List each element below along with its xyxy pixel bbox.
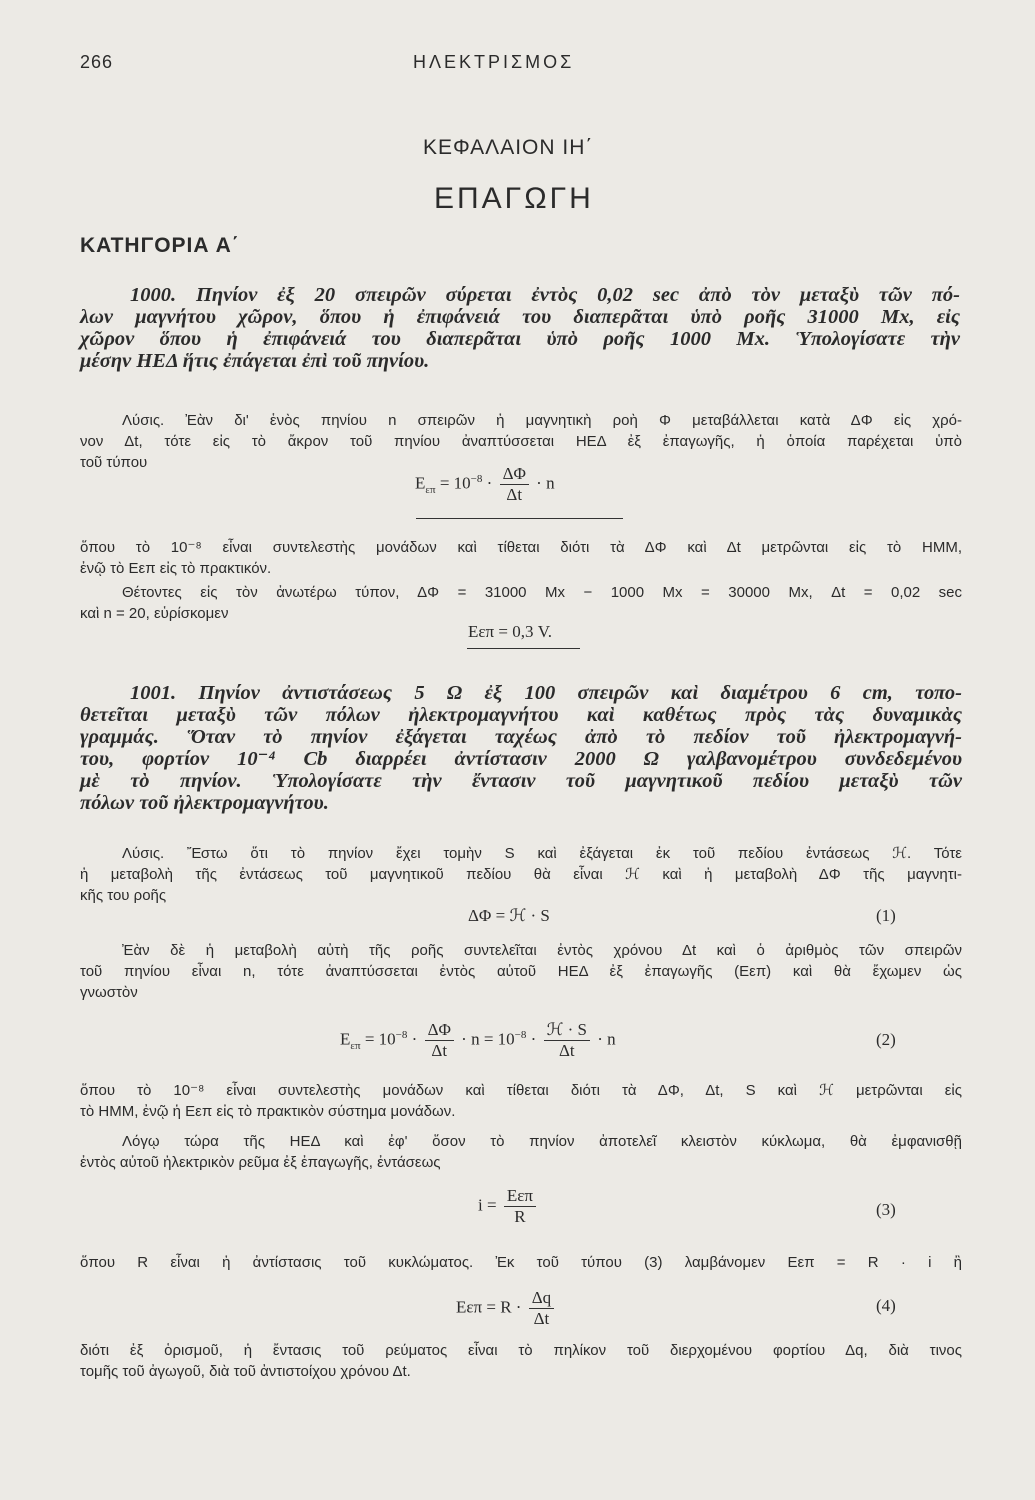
denominator: Δt: [506, 485, 523, 504]
equation-2-number: (2): [876, 1030, 896, 1049]
text-line: τοῦ πηνίου εἶναι n, τότε ἀναπτύσσεται ἐντὸς αὐτοῦ ΗΕΔ ἐξ ἐπαγωγῆς (Eεπ) καὶ θὰ ἔχωμεν ὡς: [80, 963, 962, 980]
text-line: ὅπου τὸ 10⁻⁸ εἶναι συντελεστὴς μονάδων καὶ τίθεται διότι τὰ ΔΦ καὶ Δt μετρῶνται εἰς τὸ ΗΜΜ,: [80, 539, 962, 556]
equation-4-number: (4): [876, 1296, 896, 1315]
text-line: τοῦ τύπου: [80, 454, 148, 471]
text-line: γνωστὸν: [80, 984, 138, 1001]
equation-3: [478, 1186, 539, 1227]
eq-lhs: Eεπ = R ·: [456, 1297, 522, 1317]
eq-part: · n = 10: [461, 1029, 515, 1049]
result-1000: Eεπ = 0,3 V.: [468, 622, 553, 641]
chapter-title: ΕΠΑΓΩΓΗ: [434, 182, 594, 215]
text-line: ἐνῷ τὸ Eεπ εἰς τὸ πρακτικόν.: [80, 560, 272, 577]
equation-underline: [416, 518, 623, 519]
problem-line: θετεῖται μεταξὺ τῶν πόλων ἠλεκτρομαγνήτου καὶ καθέτως πρὸς τὰς δυναμικὰς: [80, 704, 962, 726]
numerator: Δq: [529, 1288, 554, 1309]
equation-4: [456, 1288, 557, 1329]
problem-line: χῶρον ὅπου ἡ ἐπιφάνειά του διαπερᾶται ὑπὸ ροῆς 1000 Mx. Ὑπολογίσατε τὴν: [80, 328, 960, 350]
category-heading: ΚΑΤΗΓΟΡΙΑ Α΄: [80, 234, 240, 257]
equation-3-number: (3): [876, 1200, 896, 1219]
fraction: [425, 1020, 454, 1061]
problem-line: 1001. Πηνίον ἀντιστάσεως 5 Ω ἐξ 100 σπειρῶν καὶ διαμέτρου 6 cm, τοπο-: [130, 682, 962, 704]
denominator: Δt: [533, 1309, 550, 1328]
text-line: Λόγῳ τώρα τῆς ΗΕΔ καὶ ἐφ' ὅσον τὸ πηνίον ἀποτελεῖ κλειστὸν κύκλωμα, θὰ ἐμφανισθῇ: [122, 1133, 962, 1150]
eq-exp: −8: [395, 1028, 408, 1041]
problem-line: του, φορτίον 10⁻⁴ Cb διαρρέει ἀντίστασιν 2000 Ω γαλβανομέτρου συνδεδεμένου: [80, 748, 962, 770]
note-1001: [80, 1080, 962, 1122]
problem-1000-statement: [80, 284, 960, 372]
text-line: Ἐὰν δὲ ἡ μεταβολὴ αὐτὴ τῆς ροῆς συντελεῖται ἐντὸς χρόνου Δt καὶ ὁ ἀριθμὸς τῶν σπειρῶν: [122, 942, 962, 959]
result-underline: [467, 648, 580, 649]
problem-line: μὲ τὸ πηνίον. Ὑπολογίσατε τὴν ἔντασιν τοῦ μαγνητικοῦ πεδίου μεταξὺ τῶν: [80, 770, 962, 792]
text-line: κῆς του ροῆς: [80, 887, 167, 904]
problem-line: λων μαγνήτου χῶρον, ὅπου ἡ ἐπιφάνειά του διαπερᾶται ὑπὸ ροῆς 31000 Mx, εἰς: [80, 306, 960, 328]
page-number: 266: [80, 52, 114, 72]
equation-1: ΔΦ = ℋ · S: [468, 906, 550, 925]
eq-sub: επ: [425, 483, 436, 496]
eq-lhs: i =: [478, 1195, 497, 1215]
text-line: τὸ ΗΜΜ, ἐνῷ ἡ Eεπ εἰς τὸ πρακτικὸν σύστημα μονάδων.: [80, 1103, 456, 1120]
fraction: [504, 1186, 536, 1227]
equation-1-number: (1): [876, 906, 896, 925]
denominator: Δt: [431, 1041, 448, 1060]
text-line: ἐντὸς αὐτοῦ ἠλεκτρικὸν ρεῦμα ἐξ ἐπαγωγῆς, ἐντάσεως: [80, 1154, 441, 1171]
eq-lhs: E: [415, 473, 426, 493]
eq-lhs: E: [340, 1029, 351, 1049]
numerator: ℋ · S: [544, 1020, 590, 1041]
eq-tail: · n: [536, 473, 555, 493]
eq-eq: = 10: [439, 473, 471, 493]
text-block-3: [80, 1131, 962, 1173]
fraction: [544, 1020, 590, 1061]
eq-part: = 10: [364, 1029, 396, 1049]
substitution-1000: [80, 582, 962, 624]
text-line: τομῆς τοῦ ἀγωγοῦ, διὰ τοῦ ἀντιστοίχου χρόνου Δt.: [80, 1363, 411, 1380]
equation-emf: $E_{\varepsilon\pi} = 10^{-8}$ · $\frac{\Delta\Phi}{\Delta t}$ · n: [415, 464, 555, 504]
text-block-5: [80, 1340, 962, 1382]
problem-line: μέσην ΗΕΔ ἥτις ἐπάγεται ἐπὶ τοῦ πηνίου.: [80, 350, 430, 372]
denominator: Δt: [558, 1041, 575, 1060]
problem-1001-statement: [80, 682, 962, 814]
eq-exp: −8: [514, 1028, 527, 1041]
text-line: Θέτοντες εἰς τὸν ἀνωτέρω τύπον, ΔΦ = 31000 Mx − 1000 Mx = 30000 Mx, Δt = 0,02 sec: [122, 584, 962, 601]
text-line: διότι ἐξ ὁρισμοῦ, ἡ ἔντασις τοῦ ρεύματος εἶναι τὸ πηλίκον τοῦ διερχομένου φορτίου Δq, διὰ τινος: [80, 1342, 962, 1359]
numerator: ΔΦ: [500, 464, 529, 485]
eq-exp: −8: [470, 472, 483, 485]
text-line: ἡ μεταβολὴ τῆς ἐντάσεως τοῦ μαγνητικοῦ πεδίου θὰ εἶναι ℋ καὶ ἡ μεταβολὴ ΔΦ τῆς μαγνητι-: [80, 866, 962, 883]
numerator: Eεπ: [504, 1186, 536, 1207]
text-line: καὶ n = 20, εὑρίσκομεν: [80, 605, 229, 622]
note-1000: [80, 537, 962, 579]
text-line: Λύσις. Ἔστω ὅτι τὸ πηνίον ἔχει τομὴν S καὶ ἐξάγεται ἐκ τοῦ πεδίου ἐντάσεως ℋ. Τότε: [122, 845, 962, 862]
text-line: νον Δt, τότε εἰς τὸ ἄκρον τοῦ πηνίου ἀναπτύσσεται ΗΕΔ ἐξ ἐπαγωγῆς, ἡ ὁποία παρέχεται ὑπὸ: [80, 433, 962, 450]
problem-line: 1000. Πηνίον ἐξ 20 σπειρῶν σύρεται ἐντὸς 0,02 sec ἀπὸ τὸν μεταξὺ τῶν πό-: [130, 284, 960, 306]
numerator: ΔΦ: [425, 1020, 454, 1041]
text-line-4: ὅπου R εἶναι ἡ ἀντίστασις τοῦ κυκλώματος. Ἐκ τοῦ τύπου (3) λαμβάνομεν Eεπ = R · i ἢ: [80, 1254, 962, 1271]
solution-1001-intro: [80, 843, 962, 906]
chapter-label: ΚΕΦΑΛΑΙΟΝ ΙΗ΄: [423, 136, 594, 159]
denominator: R: [514, 1207, 526, 1226]
text-line: Λύσις. Ἐὰν δι' ἑνὸς πηνίου n σπειρῶν ἡ μαγνητικὴ ροὴ Φ μεταβάλλεται κατὰ ΔΦ εἰς χρό-: [122, 412, 962, 429]
running-title: ΗΛΕΚΤΡΙΣΜΟΣ: [413, 52, 575, 72]
problem-line: γραμμάς. Ὅταν τὸ πηνίον ἐξάγεται ταχέως ἀπὸ τὸ πεδίον τοῦ ἠλεκτρομαγνή-: [80, 726, 962, 748]
text-line: ὅπου τὸ 10⁻⁸ εἶναι συντελεστὴς μονάδων καὶ τίθεται διότι τὰ ΔΦ, Δt, S καὶ ℋ μετρῶνται εἰς: [80, 1082, 962, 1099]
eq-tail: · n: [597, 1029, 616, 1049]
problem-line: πόλων τοῦ ἠλεκτρομαγνήτου.: [80, 792, 329, 814]
fraction: [500, 464, 529, 505]
fraction: [529, 1288, 554, 1329]
eq-sub: επ: [350, 1039, 361, 1052]
equation-2: $E_{\varepsilon\pi} = 10^{-8}$ · $\frac{\Delta\Phi}{\Delta t}$ · $n = 10^{-8}$ · $\frac{\text{ℋ · S}}{\Delta t}$ · n: [340, 1020, 616, 1060]
text-block-2: [80, 940, 962, 1003]
